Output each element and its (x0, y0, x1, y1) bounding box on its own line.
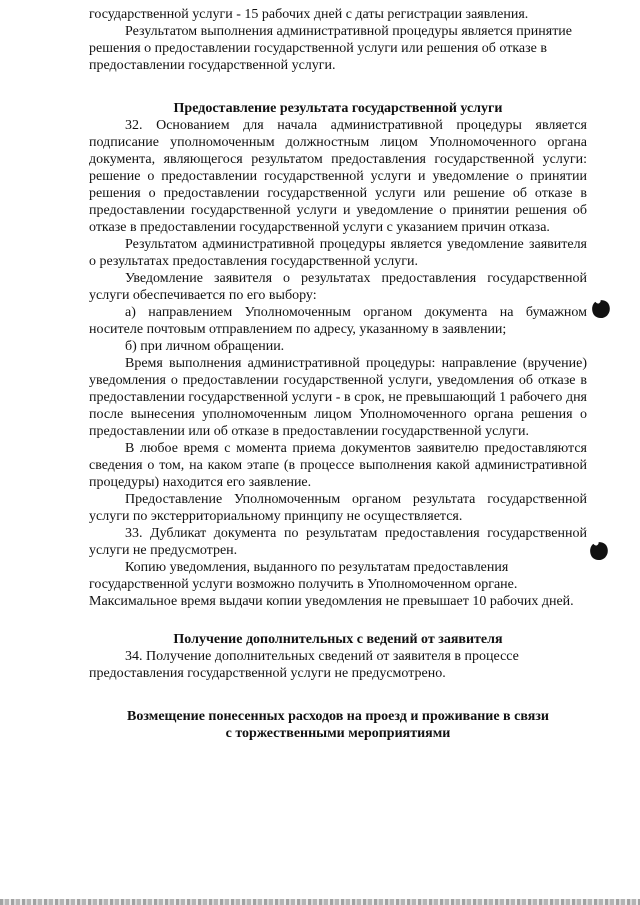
hole-punch-mark (587, 539, 610, 562)
section-heading: Получение дополнительных с ведений от заявителя (173, 632, 503, 647)
section-heading: Возмещение понесенных расходов на проезд и проживание в связи (127, 709, 549, 724)
section-heading: Предоставление результата государственной услуги (173, 101, 503, 116)
document-body (89, 6, 587, 742)
paragraph: В любое время с момента приема документов заявителю предоставляются сведения о том, на каком этапе (в процессе выполнения какой административной процедуры) находится его заявление. (89, 441, 587, 490)
paragraph: государственной услуги - 15 рабочих дней с даты регистрации заявления. (89, 7, 529, 22)
paragraph: б) при личном обращении. (125, 339, 285, 354)
scan-edge (0, 899, 640, 905)
section-heading: с торжественными мероприятиями (225, 726, 451, 741)
paragraph: Уведомление заявителя о результатах предоставления государственной услуги обеспечивается по его выбору: (89, 271, 587, 303)
paragraph: Результатом выполнения административной процедуры является принятие решения о предоставлении государственной услуги или решения об отказе в предоставлении государственной услуги. (89, 24, 573, 73)
paragraph: Предоставление Уполномоченным органом результата государственной услуги по экстерриториальному принципу не осуществляется. (89, 492, 587, 524)
paragraph: Копию уведомления, выданного по результатам предоставления государственной услуги возможно получить в Уполномоченном органе. Максимальное время выдачи копии уведомления не превышает 10 рабочих дней. (89, 560, 574, 609)
paragraph: а) направлением Уполномоченным органом документа на бумажном носителе почтовым отправлением по адресу, указанному в заявлении; (89, 305, 587, 337)
paragraph: Результатом административной процедуры является уведомление заявителя о результатах предоставления государственной услуги. (89, 237, 587, 269)
paragraph: 34. Получение дополнительных сведений от заявителя в процессе предоставления государственной услуги не предусмотрено. (89, 649, 519, 681)
paragraph: 32. Основанием для начала административной процедуры является подписание уполномоченным должностным лицом Уполномоченного органа документа, являющегося результатом предоставления государственной услуги: решение о предоставлении государственной услуги и уведомление о принятии решения о предоставлении государственной услуги или решение об отказе в предоставлении государственной услуги и уведомление о принятии решения об отказе в предоставлении государственной услуги с указанием причин отказа. (89, 118, 587, 235)
hole-punch-mark (589, 297, 612, 320)
paragraph: Время выполнения административной процедуры: направление (вручение) уведомления о предоставлении государственной услуги, уведомления об отказе в предоставлении государственной услуги - в срок, не превышающий 1 рабочего дня после вынесения уполномоченным лицом Уполномоченного органа решения о предоставлении или об отказе в предоставлении государственной услуги. (89, 356, 587, 439)
paragraph: 33. Дубликат документа по результатам предоставления государственной услуги не предусмотрен. (89, 526, 587, 558)
